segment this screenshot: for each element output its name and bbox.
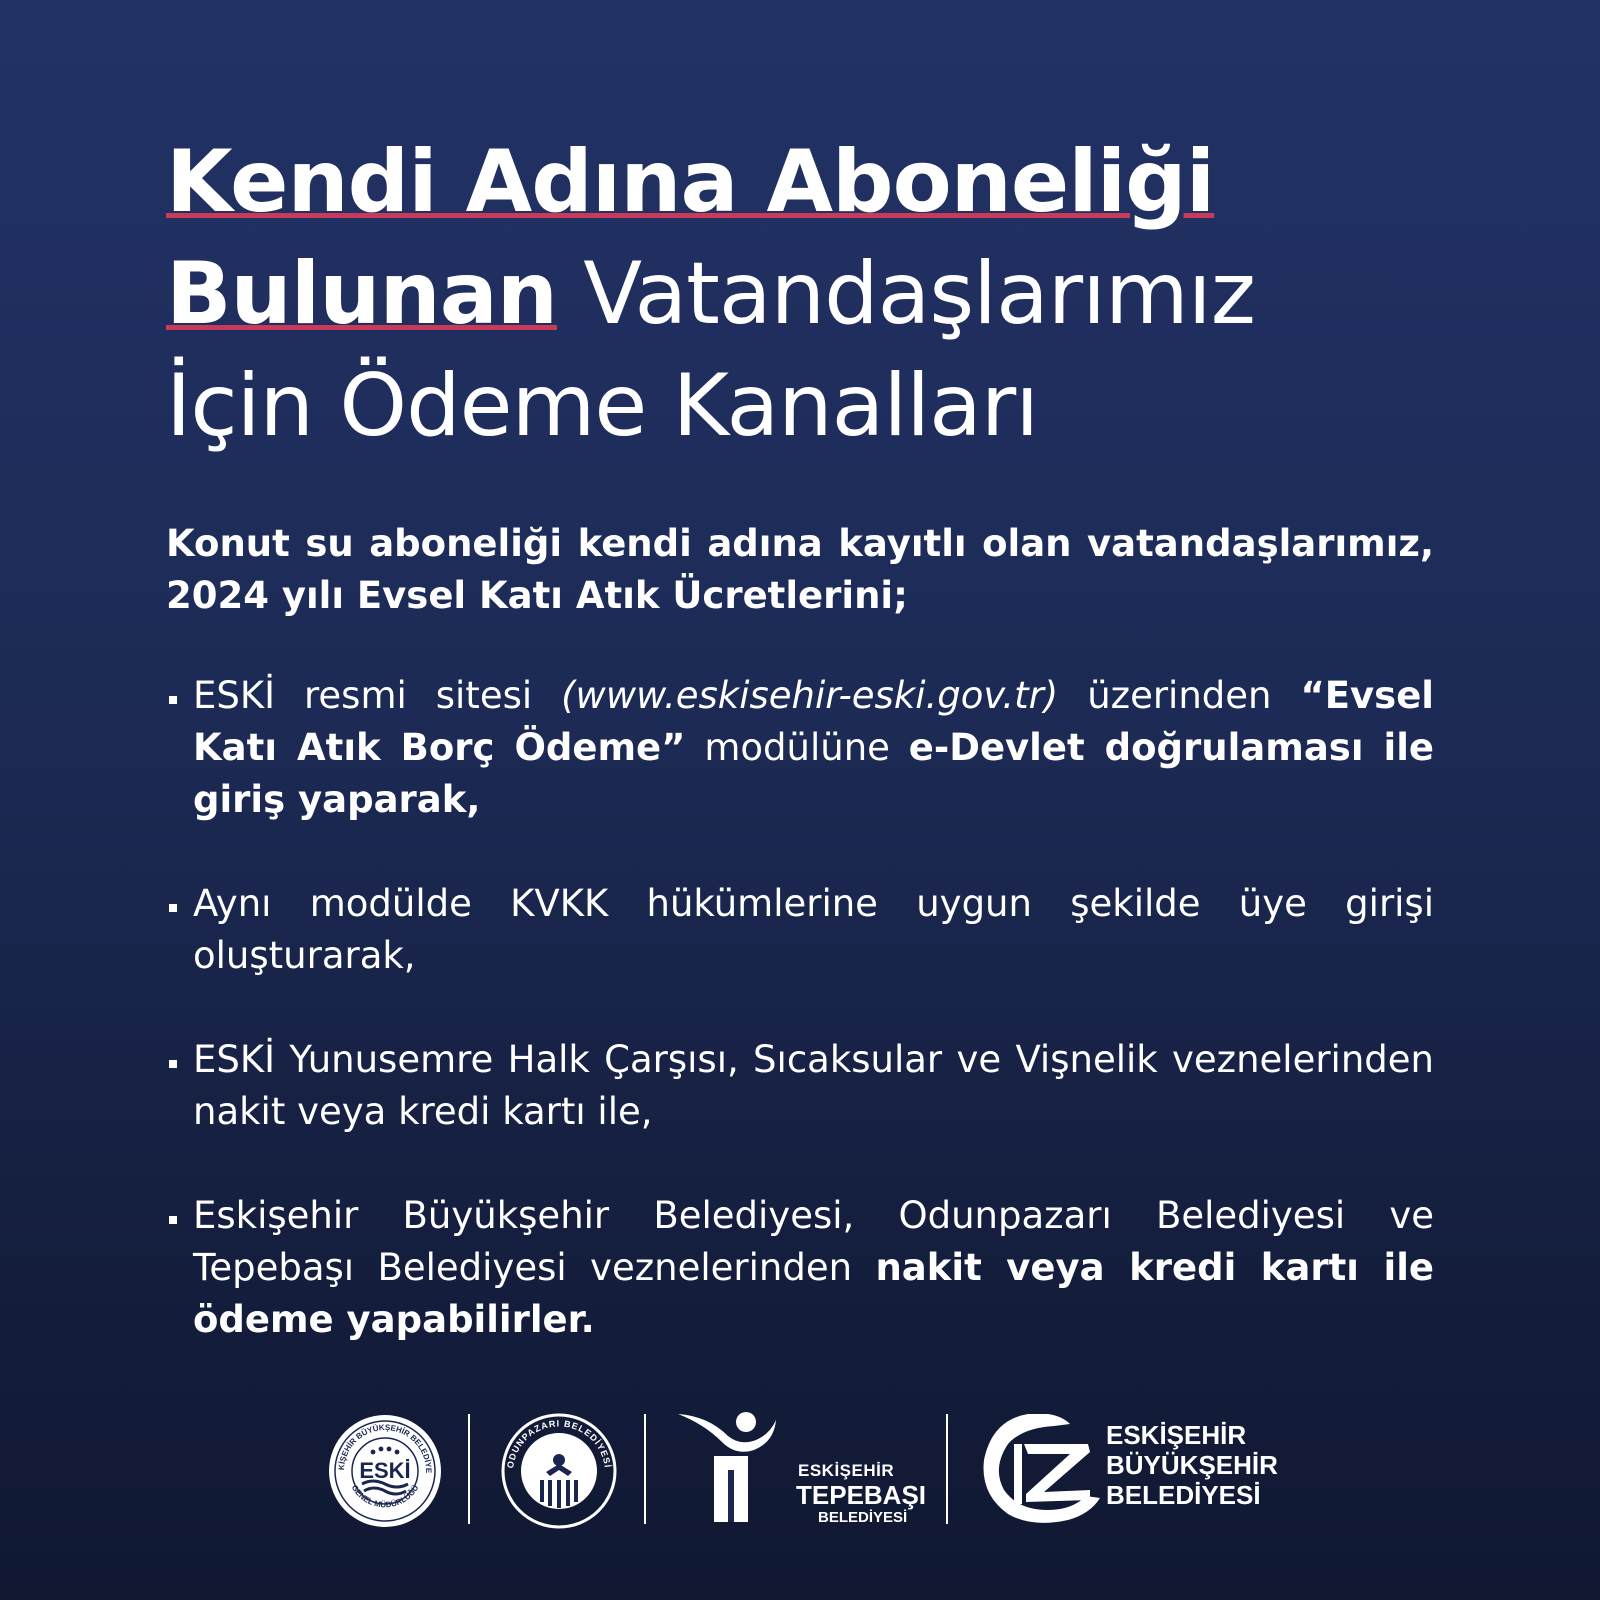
tepebasi-logo: [678, 1410, 788, 1528]
bullet-2-text: Aynı modülde KVKK hükümlerine uygun şekilde üye girişi oluşturarak,: [193, 882, 1434, 977]
logo-divider: [468, 1414, 470, 1524]
bullet-4-text: Eskişehir Büyükşehir Belediyesi, Odunpazarı Belediyesi ve Tepebaşı Belediyesi veznelerinden: [193, 1194, 1434, 1289]
svg-text:ODUNPAZARI BELEDİYESİ: ODUNPAZARI BELEDİYESİ: [505, 1418, 613, 1469]
page-title: [166, 126, 1466, 462]
bullet-1-text-2: üzerinden: [1058, 674, 1301, 717]
bullet-3-text: ESKİ Yunusemre Halk Çarşısı, Sıcaksular ve Vişnelik veznelerinden nakit veya kredi kartı ile,: [193, 1038, 1434, 1133]
tepebasi-line-1: ESKİŞEHİR: [798, 1461, 895, 1480]
title-line-2: [166, 238, 1466, 350]
payment-channel-list: [166, 670, 1434, 1346]
bullet-icon: [169, 1216, 177, 1224]
title-highlight-2: Bulunan: [166, 244, 557, 344]
title-highlight-1: Kendi Adına Aboneliği: [166, 132, 1215, 232]
bullet-1-text-3: modülüne: [685, 726, 909, 769]
list-item: [166, 878, 1434, 982]
logo-divider: [644, 1414, 646, 1524]
bullet-icon: [169, 904, 177, 912]
svg-text:GENEL MÜDÜRLÜĞÜ: GENEL MÜDÜRLÜĞÜ: [349, 1483, 421, 1510]
bullet-1-edevlet: e-Devlet doğrulaması ile giriş yaparak,: [193, 726, 1434, 821]
ebb-line-2: BÜYÜKŞEHİR: [1106, 1450, 1278, 1480]
bullet-icon: [169, 1060, 177, 1068]
ebb-line-3: BELEDİYESİ: [1106, 1480, 1261, 1510]
tepebasi-line-2: TEPEBAŞI: [796, 1480, 927, 1510]
eski-website-link[interactable]: (www.eskisehir-eski.gov.tr): [561, 674, 1059, 717]
ebb-name: [1106, 1420, 1278, 1510]
logo-strip: [318, 1410, 1278, 1530]
odunpazari-seal-logo: [500, 1412, 618, 1530]
svg-text:ESKİ: ESKİ: [359, 1458, 411, 1483]
list-item: [166, 670, 1434, 826]
intro-paragraph: Konut su aboneliği kendi adına kayıtlı olan vatandaşlarımız, 2024 yılı Evsel Katı Atık Ücretlerini;: [166, 522, 1434, 617]
logo-divider: [946, 1414, 948, 1524]
ebb-logo: [978, 1410, 1102, 1528]
list-item: [166, 1190, 1434, 1346]
title-line-3: İçin Ödeme Kanalları: [166, 356, 1039, 456]
ebb-line-1: ESKİŞEHİR: [1106, 1420, 1247, 1450]
bullet-1-module-name: “Evsel Katı Atık Borç Ödeme”: [193, 674, 1434, 769]
bullet-icon: [169, 696, 177, 704]
tepebasi-line-3: BELEDİYESİ: [818, 1509, 908, 1526]
title-line-2-rest: Vatandaşlarımız: [556, 244, 1255, 344]
eski-seal-logo: [326, 1412, 444, 1530]
list-item: [166, 1034, 1434, 1138]
bullet-1-text: ESKİ resmi sitesi: [193, 674, 562, 717]
bullet-4-bold: nakit veya kredi kartı ile ödeme yapabilirler.: [193, 1246, 1434, 1341]
title-line-1: [166, 126, 1466, 238]
svg-text:ESKİŞEHİR BÜYÜKŞEHİR BELEDİYES: KİŞEHİR BÜYÜKŞEHİR BELEDİYE: [336, 1422, 434, 1474]
